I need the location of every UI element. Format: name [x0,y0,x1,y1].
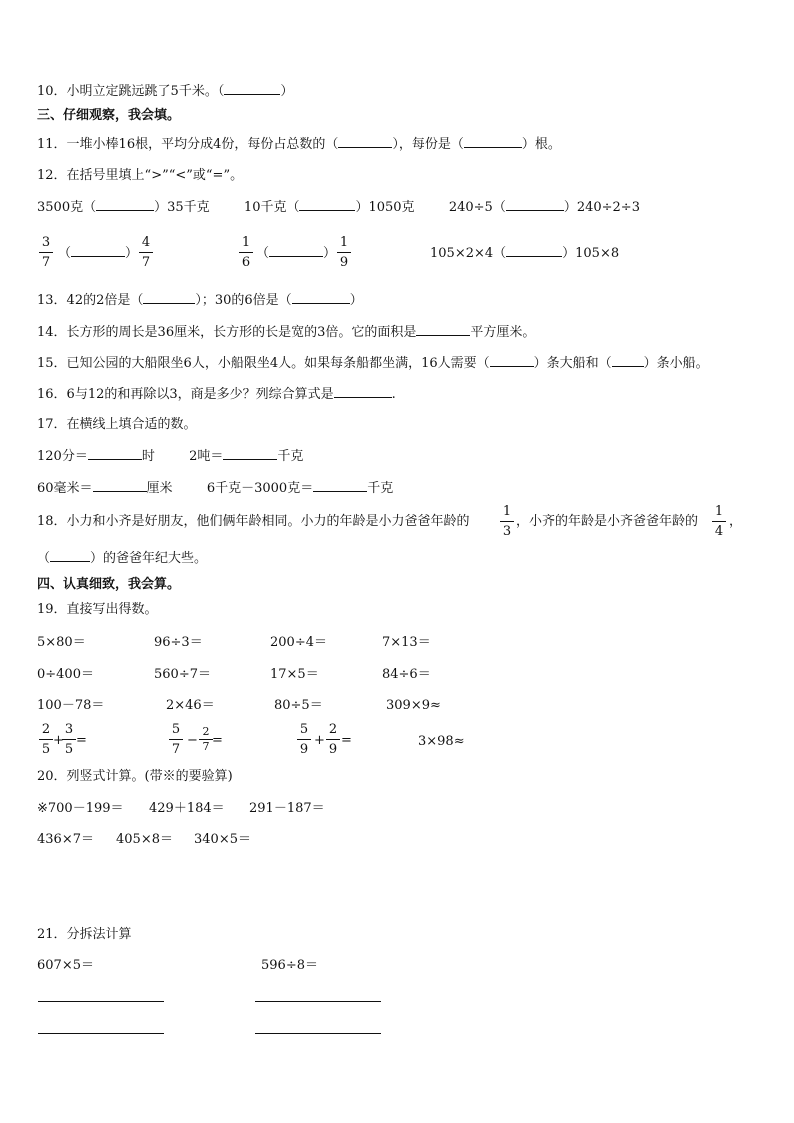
question-18-mid: ，小齐的年龄是小齐爸爸年龄的 [516,514,699,529]
answer-blank[interactable] [93,479,147,492]
question-17-row1: 120分＝ 时 2吨＝ 千克 [37,449,304,464]
question-20-title: 20．列竖式计算。(带※的要验算) [37,769,233,784]
plus-sign: + [314,733,325,748]
answer-blank[interactable] [299,198,355,211]
fraction-2-9: 2 9 [325,722,341,757]
calc-item: 7×13＝ [382,635,431,650]
answer-blank[interactable] [143,291,195,304]
calc-item: 2×46＝ [166,698,215,713]
question-19-title: 19．直接写出得数。 [37,602,158,617]
calc-item: 80÷5＝ [274,698,323,713]
section-3-heading: 三、仔细观察，我会填。 [37,108,181,123]
calc-item: 3×98≈ [418,734,465,749]
question-18-line2: （ ）的爸爸年纪大些。 [37,551,208,566]
question-15: 15．已知公园的大船限坐6人，小船限坐4人。如果每条船都坐满，16人需要（ ）条大船和（ ）条小船。 [37,356,709,371]
answer-blank[interactable] [506,244,562,257]
question-17-title: 17．在横线上填合适的数。 [37,417,197,432]
question-17-row2: 60毫米＝ 厘米 6千克－3000克＝ 千克 [37,481,394,496]
answer-blank[interactable] [224,82,280,95]
equals-sign: = [341,733,352,748]
calc-item: 596÷8＝ [261,958,318,973]
fraction-1-3: 1 3 [499,504,515,539]
answer-blank[interactable] [88,447,142,460]
question-12-title: 12．在括号里填上“>”“<”或“=”。 [37,168,244,183]
answer-blank[interactable] [416,323,470,336]
answer-blank[interactable] [338,135,392,148]
section-4-heading: 四、认真细致，我会算。 [37,577,181,592]
answer-line[interactable] [38,1033,164,1034]
answer-blank[interactable] [506,198,564,211]
calc-item: 436×7＝ [37,832,94,847]
question-12-row1: 3500克（ ）35千克 10千克（ ）1050克 240÷5（ ）240÷2÷3 [37,200,640,215]
equals-sign: = [212,733,223,748]
fraction-2-7: 2 7 [198,726,214,753]
calc-item: 429＋184＝ [149,801,225,816]
compare-blank-group: （ ） [256,246,337,261]
answer-blank[interactable] [464,135,522,148]
fraction-4-7: 4 7 [138,235,154,270]
answer-blank[interactable] [50,549,90,562]
plus-sign: + [53,733,64,748]
compare-105: 105×2×4（ ）105×8 [430,246,620,261]
calc-item: 340×5＝ [194,832,251,847]
fraction-1-4: 1 4 [711,504,727,539]
calc-item: 607×5＝ [37,958,94,973]
calc-item: 96÷3＝ [154,635,203,650]
minus-sign: − [187,733,198,748]
calc-item: 405×8＝ [116,832,173,847]
fraction-1-9: 1 9 [336,235,352,270]
answer-blank[interactable] [313,479,367,492]
answer-blank[interactable] [71,244,125,257]
answer-line[interactable] [38,1001,164,1002]
question-14: 14．长方形的周长是36厘米，长方形的长是宽的3倍。它的面积是 平方厘米。 [37,325,536,340]
question-21-title: 21．分拆法计算 [37,927,132,942]
calc-item: 309×9≈ [386,698,441,713]
fraction-2-5: 2 5 [38,722,54,757]
answer-blank[interactable] [223,447,277,460]
equals-sign: = [76,733,87,748]
fraction-3-5: 3 5 [61,722,77,757]
calc-item: 5×80＝ [37,635,86,650]
question-13: 13．42的2倍是（ ）；30的6倍是（ ） [37,293,363,308]
calc-item: ※700－199＝ [37,801,124,816]
question-11: 11．一堆小棒16根，平均分成4份，每份占总数的（ ），每份是（ ）根。 [37,137,561,152]
question-10: 10．小明立定跳远跳了5千米。（ ） [37,84,294,99]
compare-blank-group: （ ） [58,246,139,261]
answer-blank[interactable] [612,354,644,367]
calc-item: 84÷6＝ [382,667,431,682]
answer-blank[interactable] [96,198,154,211]
calc-item: 100－78＝ [37,698,105,713]
calc-item: 291－187＝ [249,801,325,816]
answer-line[interactable] [255,1001,381,1002]
calc-item: 0÷400＝ [37,667,94,682]
calc-item: 560÷7＝ [154,667,211,682]
question-18-end: ， [729,514,743,529]
fraction-3-7: 3 7 [38,235,54,270]
calc-item: 200÷4＝ [270,635,327,650]
fraction-5-9: 5 9 [296,722,312,757]
answer-blank[interactable] [334,385,392,398]
fraction-1-6: 1 6 [238,235,254,270]
answer-blank[interactable] [490,354,534,367]
question-18-line1: 18．小力和小齐是好朋友，他们俩年龄相同。小力的年龄是小力爸爸年龄的 [37,514,470,529]
answer-blank[interactable] [269,244,323,257]
fraction-5-7: 5 7 [168,722,184,757]
question-16: 16．6与12的和再除以3，商是多少？列综合算式是 . [37,387,396,402]
answer-line[interactable] [255,1033,381,1034]
calc-item: 17×5＝ [270,667,319,682]
answer-blank[interactable] [292,291,350,304]
